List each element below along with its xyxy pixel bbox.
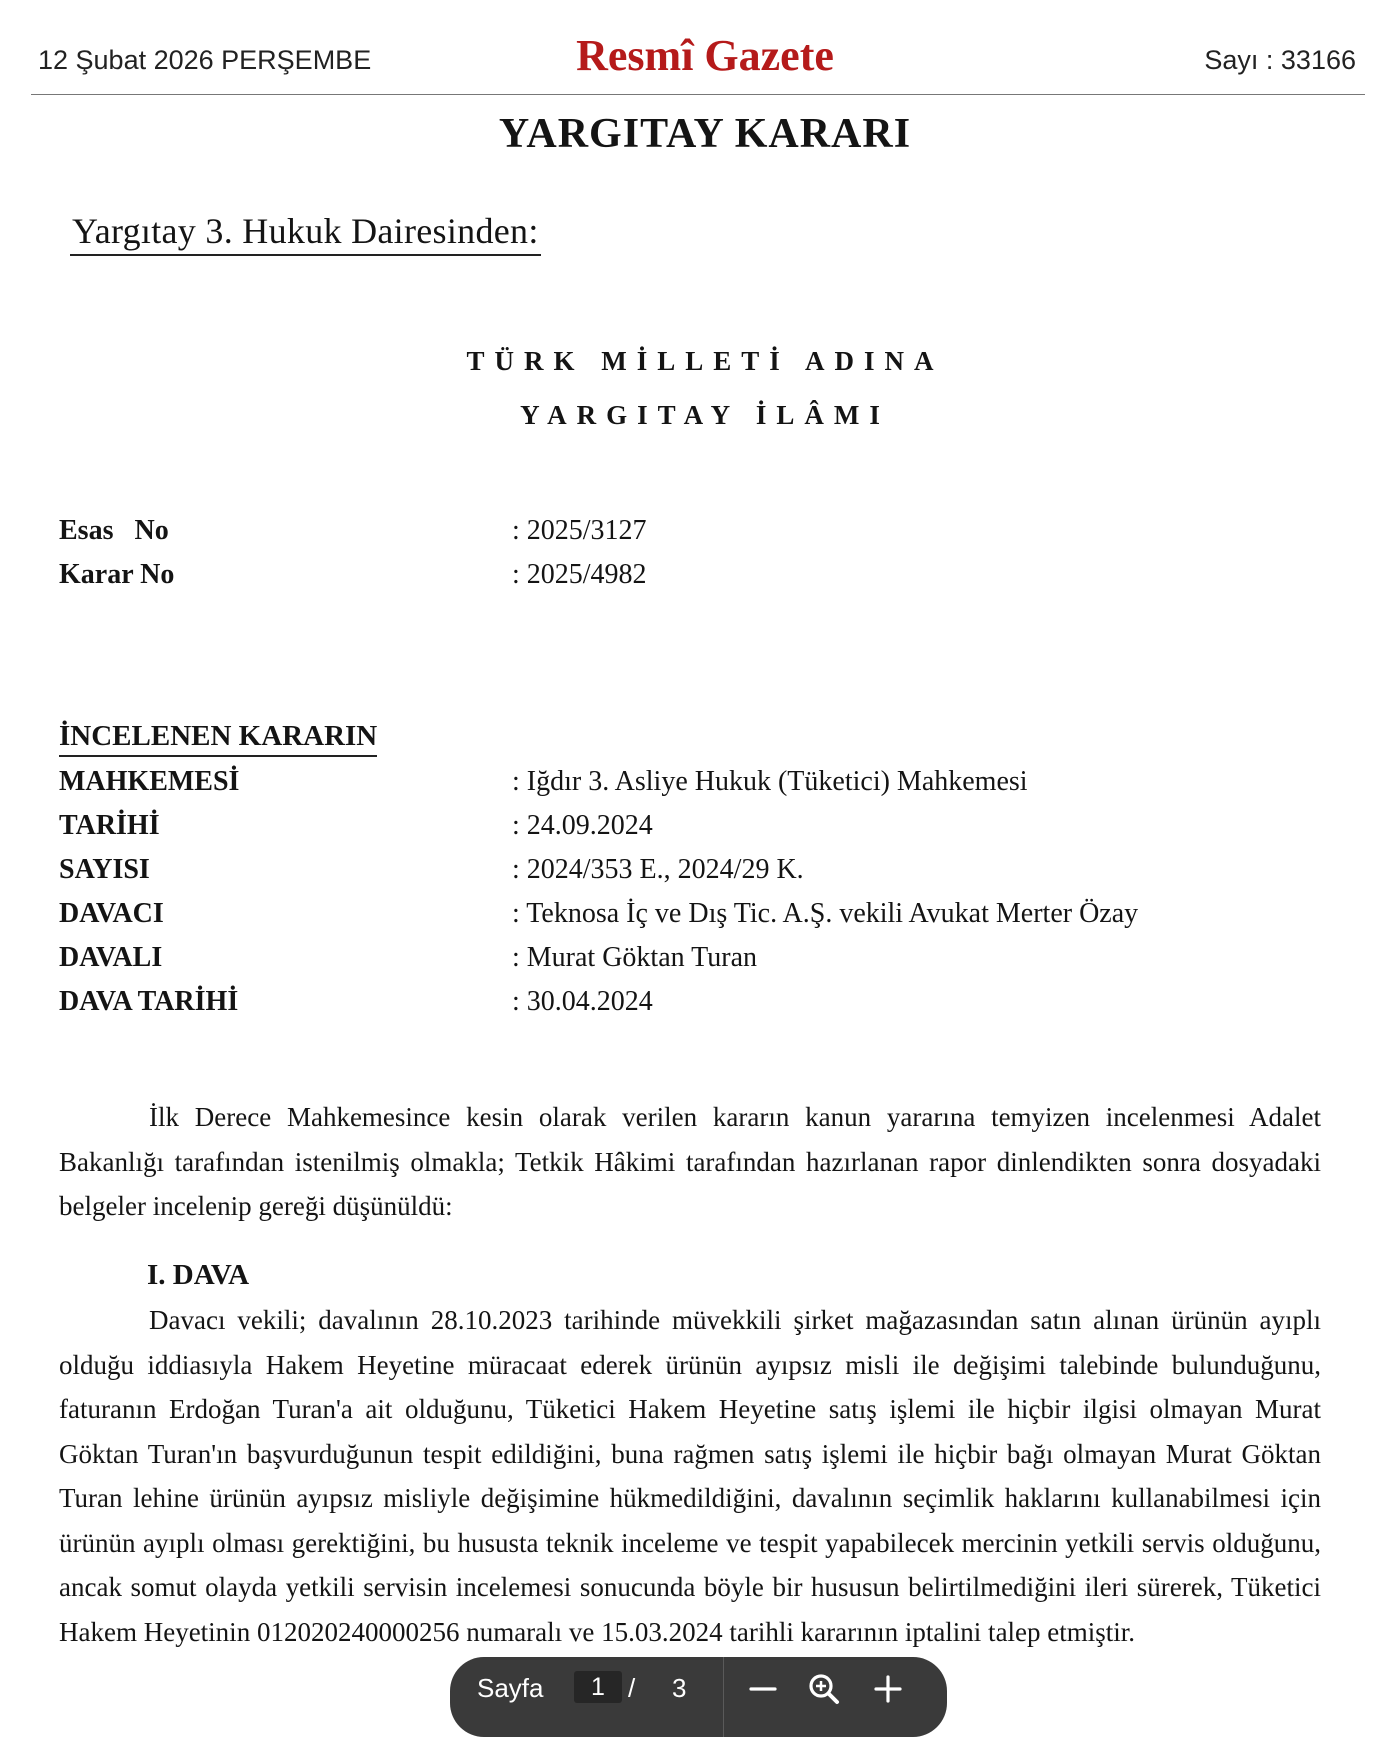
ilam-line-2: YARGITAY İLÂMI xyxy=(520,400,890,430)
case-date-value: : 30.04.2024 xyxy=(512,986,653,1017)
page-label: Sayfa xyxy=(477,1673,544,1703)
number-value: : 2024/353 E., 2024/29 K. xyxy=(512,854,804,885)
karar-no-label: Karar No xyxy=(59,559,175,590)
page-navigator xyxy=(450,1657,947,1737)
pager-divider xyxy=(723,1657,724,1737)
minus-icon xyxy=(743,1669,783,1709)
current-page-input[interactable]: 1 xyxy=(574,1671,622,1703)
court-value: : Iğdır 3. Asliye Hukuk (Tüketici) Mahkemesi xyxy=(512,766,1028,797)
intro-paragraph: İlk Derece Mahkemesince kesin olarak verilen kararın kanun yararına temyizen incelenmesi Adalet Bakanlığı tarafından istenilmiş olmakla; Tetkik Hâkimi tarafından hazırlanan rapor dinlendikten sonra dosyadaki belgeler incelenip gereği düşünüldü: xyxy=(59,1102,1321,1221)
case-date-label: DAVA TARİHİ xyxy=(59,986,239,1017)
document-heading: YARGITAY KARARI xyxy=(498,111,912,157)
header-divider xyxy=(31,94,1365,95)
total-pages: 3 xyxy=(672,1673,687,1703)
date-value: : 24.09.2024 xyxy=(512,810,653,841)
court-name: Yargıtay 3. Hukuk Dairesinden: xyxy=(70,210,541,256)
issue-number: Sayı : 33166 xyxy=(1204,45,1356,75)
reviewed-decision-heading: İNCELENEN KARARIN xyxy=(59,720,377,757)
defendant-label: DAVALI xyxy=(59,942,163,973)
number-label: SAYISI xyxy=(59,854,150,885)
esas-no-value: : 2025/3127 xyxy=(512,515,647,546)
defendant-value: : Murat Göktan Turan xyxy=(512,942,757,973)
issue-date: 12 Şubat 2026 PERŞEMBE xyxy=(38,45,372,75)
magnifier-icon xyxy=(804,1669,844,1709)
zoom-out-button[interactable] xyxy=(743,1669,783,1709)
section-dava-heading: I. DAVA xyxy=(147,1259,250,1291)
karar-no-value: : 2025/4982 xyxy=(512,559,647,590)
court-heading xyxy=(70,210,541,256)
gazette-title: Resmî Gazete xyxy=(576,31,834,80)
plaintiff-value: : Teknosa İç ve Dış Tic. A.Ş. vekili Avukat Merter Özay xyxy=(512,898,1139,929)
ilam-line-1: TÜRK MİLLETİ ADINA xyxy=(466,346,944,376)
zoom-in-button[interactable] xyxy=(868,1669,908,1709)
date-label: TARİHİ xyxy=(59,810,160,841)
esas-no-label: Esas No xyxy=(59,515,169,546)
plaintiff-label: DAVACI xyxy=(59,898,164,929)
plus-icon xyxy=(868,1669,908,1709)
zoom-reset-button[interactable] xyxy=(804,1669,844,1709)
court-label: MAHKEMESİ xyxy=(59,766,240,797)
gazette-header xyxy=(0,0,1396,97)
page-separator: / xyxy=(628,1673,636,1703)
section-dava-paragraph: Davacı vekili; davalının 28.10.2023 tarihinde müvekkili şirket mağazasından satın alınan ürünün ayıplı olduğu iddiasıyla Hakem Heyetine müracaat ederek ürünün ayıpsız misli ile değişimi talebinde bulunduğunu, faturanın Erdoğan Turan'a ait olduğunu, Tüketici Hakem Heyetine satış işlemi ile hiçbir ilgisi olmayan Murat Göktan Turan'ın başvurduğunun tespit edildiğini, buna rağmen satış işlemi ile hiçbir bağı olmayan Murat Göktan Turan lehine ürünün ayıpsız misliyle değişimine hükmedildiğini, davalının seçimlik haklarını kullanabilmesi için ürünün ayıplı olması gerektiğini, bu hususta teknik inceleme ve tespit yapabilecek mercinin yetkili servis olduğunu, ancak somut olayda yetkili servisin incelemesi sonucunda böyle bir hususun belirtilmediğini ileri sürerek, Tüketici Hakem Heyetinin 012020240000256 numaralı ve 15.03.2024 tarihli kararının iptalini talep etmiştir. xyxy=(59,1305,1321,1647)
